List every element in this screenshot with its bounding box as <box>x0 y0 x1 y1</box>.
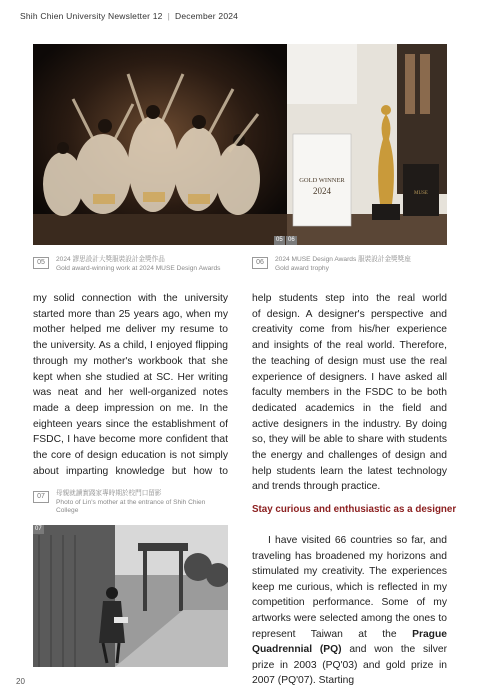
certificate-year: 2024 <box>313 186 331 196</box>
caption-05-en: Gold award-winning work at 2024 MUSE Design Awards <box>56 264 221 272</box>
trophy-illustration <box>287 44 447 245</box>
box-brand: MUSE <box>414 191 428 196</box>
caption-07-en: Photo of Lin's mother at the entrance of Shih Chien College <box>56 498 206 514</box>
body-line: of design. A designer's perspective and <box>252 308 447 320</box>
body-line: kept when she studied at SC. Her writing <box>33 371 228 383</box>
caption-06-zh: 2024 MUSE Design Awards 服裝設計金獎獎座 <box>275 256 411 263</box>
paragraph-bold-term: Prague Quadrennial (PQ) <box>252 628 447 656</box>
body-line: was neat and her well-organized notes <box>33 387 228 399</box>
vintage-photo-illustration <box>33 525 228 667</box>
body-line: my solid connection with the university <box>33 293 228 304</box>
right-body-column <box>252 291 447 495</box>
section-paragraph <box>252 533 447 689</box>
photo-05-tag: 05 <box>276 237 283 243</box>
body-line: so, they will be able to share with students <box>252 434 447 446</box>
photo-mother-at-entrance <box>33 525 228 667</box>
paragraph-text-2: and won the silver prize in 2003 (PQ'03) and gold prize in 2007 (PQ'07). Starting <box>252 644 447 687</box>
caption-06-number: 06 <box>252 257 268 269</box>
body-line: and trends through practice. <box>252 481 381 493</box>
paragraph-text-1: I have visited 66 countries so far, and traveling has broadened my horizons and stimulated my creativity. The experiences keep me curious, which is reflected in my competition performance. Some of my artworks were selected among the ones to represent Taiwan at the <box>252 535 447 640</box>
caption-05-zh: 2024 謬思設計大獎服裝設計金獎作品 <box>56 256 165 263</box>
dance-illustration <box>33 44 287 245</box>
publication-name: Shih Chien University Newsletter 12 <box>20 11 163 21</box>
caption-06-en: Gold award trophy <box>275 264 329 272</box>
body-line: about imparting knowledge but how to <box>33 465 228 477</box>
certificate-title: GOLD WINNER <box>299 177 345 184</box>
newsletter-header <box>20 11 238 21</box>
caption-05-number: 05 <box>33 257 49 269</box>
body-line: the university. As a child, I enjoyed flipping <box>33 340 228 352</box>
body-line: the energy and challenges of design and <box>252 450 447 462</box>
photo-dance-performance <box>33 44 287 245</box>
body-line: active designers in the industry. By doing <box>252 418 447 430</box>
section-subheading: Stay curious and enthusiastic as a designer <box>252 504 457 515</box>
body-line: dedicated academics in the field and <box>252 402 447 414</box>
body-line: help students learn the latest technology <box>252 465 447 477</box>
body-line: made a deep impression on me. In the <box>33 402 228 414</box>
photo-06-tag: 06 <box>288 237 295 243</box>
caption-07 <box>56 490 226 516</box>
body-line: creativity come from his/her experience <box>252 324 447 336</box>
page-number: 20 <box>16 677 25 686</box>
body-line: eighteen years since the establishment of <box>33 418 228 430</box>
left-body-column <box>33 291 228 479</box>
body-line: started more than 25 years ago, when my <box>33 308 228 320</box>
body-line: mother helped me deliver my resume to <box>33 324 228 336</box>
header-divider: | <box>167 11 171 21</box>
issue-date: December 2024 <box>175 11 239 21</box>
body-line: faculty members in the FSDC to be both <box>252 387 447 399</box>
body-line: through my mother's workbook that she <box>33 355 228 367</box>
body-line: FSDC, I have become more confident that <box>33 434 228 446</box>
body-line: the core of design education is not simply <box>33 450 228 462</box>
body-line: and insights of the real world. Therefore, <box>252 340 447 352</box>
caption-06 <box>275 256 450 273</box>
photo-gold-trophy <box>287 44 447 245</box>
photo-07-tag: 07 <box>35 526 42 532</box>
body-line: the teaching of design must use the real <box>252 355 447 367</box>
caption-07-zh: 母親就讀實踐家專時期於校門口留影 <box>56 490 162 497</box>
caption-07-number: 07 <box>33 491 49 503</box>
body-line: help students step into the real world <box>252 293 447 304</box>
caption-05 <box>56 256 236 273</box>
body-line: experience of designers. I have asked all <box>252 371 447 383</box>
